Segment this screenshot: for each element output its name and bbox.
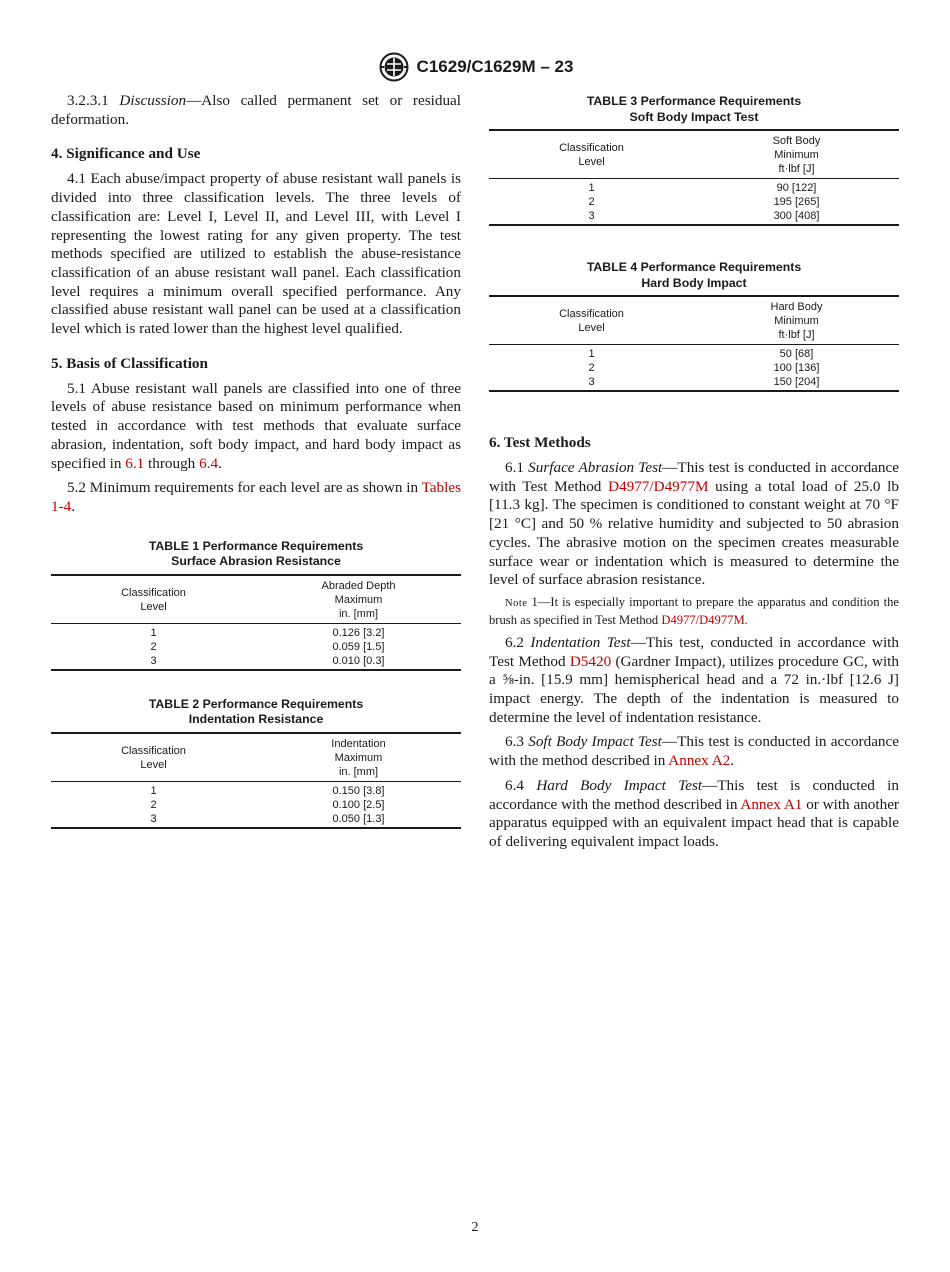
section-6-heading: 6. Test Methods [489,434,591,451]
section-4-heading: 4. Significance and Use [51,145,201,163]
link-d5420[interactable]: D5420 [569,652,612,670]
link-6-4[interactable]: 6.4 [199,454,219,472]
link-6-1[interactable]: 6.1 [125,454,145,472]
table-header-row [489,296,899,345]
paragraph-3-2-3-1: 3.2.3.1 Discussion—Also called permanent set or residual deformation. [51,92,462,128]
left-column [51,92,461,829]
link-d4977-note[interactable]: D4977/D4977M [661,612,745,627]
table-header-row [51,733,461,782]
col-classification-level: Classification Level [51,575,256,624]
table-4-caption: TABLE 4 Performance Requirements Hard Body Impact [586,260,802,290]
col-classification-level: Classification Level [489,296,694,345]
table-4 [489,260,899,392]
table-row: 2 100 [136] [588,362,820,374]
table-3-caption: TABLE 3 Performance Requirements Soft Body Impact Test [586,94,802,124]
table-row: 3 150 [204] [489,375,899,391]
link-annex-a2[interactable]: Annex A2 [668,752,731,770]
table-row: 3 0.050 [1.3] [51,812,461,828]
link-tables-1-4[interactable]: Tables 1-4 [51,479,461,515]
table-header-row [51,575,461,624]
table-row: 1 0.126 [3.2] [150,626,385,639]
table-row: 2 195 [265] [588,196,820,208]
table-3 [489,94,899,226]
col-indentation: Indentation Maximum in. [mm] [256,733,461,782]
table-header-row [489,130,899,179]
table-row: 2 0.100 [2.5] [150,798,385,811]
page-header [0,52,950,82]
table-row: 1 90 [122] [588,182,817,194]
paragraph-4-1: 4.1 Each abuse/impact property of abuse resistant wall panels is divided into three classification levels. The three levels of classification are: Level I, Level II, and Level III, with Level I representing the lowest rating for any given property. The test methods specified are utilized to establish the abuse-resistance classification of an abuse resistant wall panel. Each classification level requires a minimum overall specified performance. Any classified abuse resistant wall panel can be used at a classification level which is rated lower than the highest level qualified. [51,170,461,338]
col-abraded-depth: Abraded Depth Maximum in. [mm] [256,575,461,624]
col-classification-level: Classification Level [489,130,694,179]
table-2 [51,697,461,829]
paragraph-5-2: 5.2 Minimum requirements for each level are as shown in Tables 1-4. [51,479,461,515]
right-column [489,92,899,852]
table-row: 3 0.010 [0.3] [51,654,461,670]
table-row: 1 50 [68] [588,348,814,360]
document-id: C1629/C1629M – 23 [416,57,574,76]
table-row: 1 0.150 [3.8] [150,784,385,797]
paragraph-6-1: 6.1 Surface Abrasion Test—This test is conducted in accordance with Test Method D4977/D4977M using a total load of 25.0 lb [11.3 kg]. The specimen is conditioned to constant weight at 70 °F [21 °C] and 50 % relative humidity and subjected to 50 abrasion cycles. The abrasive motion on the specimen creates measurable surface wear or indentation which is measured to determine the level of surface abrasion resistance. [489,459,900,589]
note-1: Note 1—It is especially important to prepare the apparatus and condition the brush as specified in Test Method D4977/D4977M. [489,594,899,627]
table-row: 2 0.059 [1.5] [150,640,385,653]
col-hard-body: Hard Body Minimum ft·lbf [J] [694,296,899,345]
table-1-grid [51,574,461,671]
table-row: 3 300 [408] [489,209,899,225]
astm-logo-icon [377,52,411,82]
paragraph-6-2: 6.2 Indentation Test—This test, conducted in accordance with Test Method D5420 (Gardner Impact), utilizes procedure GC, with a ⅝-in. [15.9 mm] hemispherical head and a 72 in.·lbf [12.6 J] impact energy. The depth of the indentation is measured to determine the level of indentation resistance. [489,633,899,726]
link-d4977[interactable]: D4977/D4977M [608,477,709,495]
col-soft-body: Soft Body Minimum ft·lbf [J] [694,130,899,179]
paragraph-6-4: 6.4 Hard Body Impact Test—This test is conducted in accordance with the method described in Annex A1 or with another apparatus equipped with an equivalent impact head that is capable of delivering equivalent impact loads. [489,776,899,850]
table-2-grid [51,732,461,829]
page-number: 2 [471,1220,479,1235]
link-annex-a1[interactable]: Annex A1 [740,795,803,813]
col-classification-level: Classification Level [51,733,256,782]
table-4-grid [489,295,899,392]
table-1-caption: TABLE 1 Performance Requirements Surface Abrasion Resistance [148,538,364,569]
table-2-caption: TABLE 2 Performance Requirements Indentation Resistance [148,696,364,727]
paragraph-6-3: 6.3 Soft Body Impact Test—This test is conducted in accordance with the method described in Annex A2. [489,733,900,770]
table-1 [51,539,461,671]
section-5-heading: 5. Basis of Classification [51,354,208,372]
paragraph-5-1: 5.1 Abuse resistant wall panels are classified into one of three levels of abuse resistance based on minimum performance when tested in accordance with test methods that evaluate surface abrasion, indentation, soft body impact, and hard body impact as specified in 6.1 through 6.4. [51,379,461,472]
table-3-grid [489,129,899,226]
